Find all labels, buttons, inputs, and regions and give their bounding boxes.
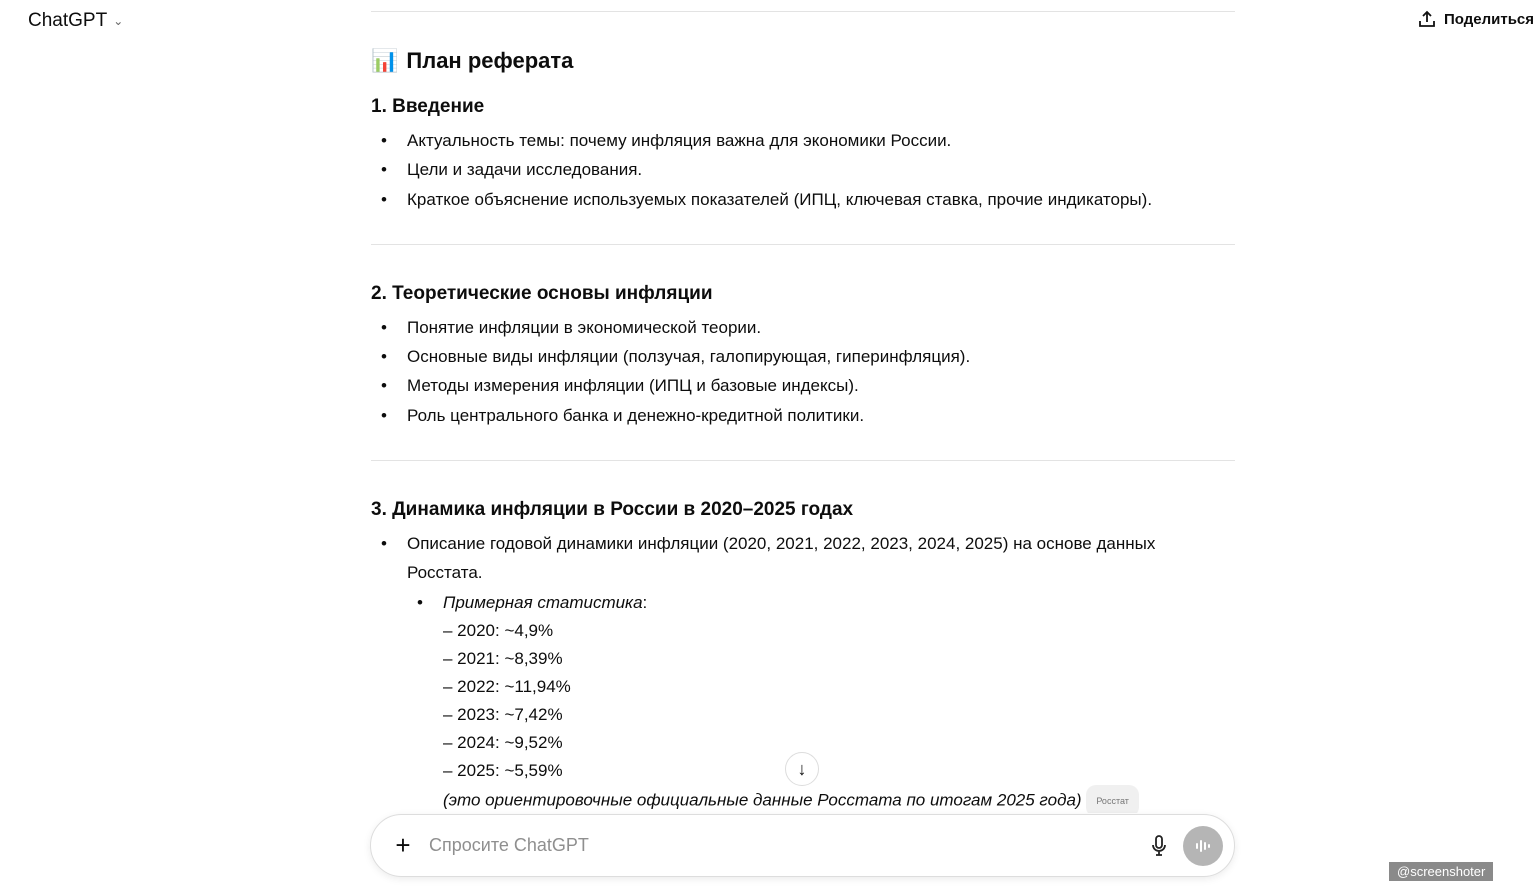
voice-mode-button[interactable] — [1183, 826, 1223, 866]
stat-label: Примерная статистика — [443, 592, 643, 612]
share-label: Поделиться — [1444, 10, 1534, 28]
add-attachment-button[interactable]: + — [395, 830, 411, 860]
list-item: • Описание годовой динамики инфляции (2020, 2021, 2022, 2023, 2024, 2025) на основе данных Росстата. — [371, 529, 1235, 588]
section-heading: 3. Динамика инфляции в России в 2020–2025 годах — [371, 499, 854, 521]
stat-line: – 2025: ~5,59% — [443, 760, 563, 780]
share-button[interactable] — [1418, 10, 1534, 28]
list-item: • Актуальность темы: почему инфляция важна для экономики России. — [371, 126, 1235, 155]
list-item: • Понятие инфляции в экономической теории. — [371, 313, 1235, 342]
divider — [371, 244, 1235, 245]
waveform-icon — [1194, 838, 1212, 854]
list-item: • Примерная статистика: — [371, 588, 1235, 617]
divider — [371, 11, 1235, 12]
share-icon — [1418, 10, 1436, 28]
chevron-down-icon: ⌄ — [113, 14, 124, 28]
section-heading: 1. Введение — [371, 96, 485, 117]
chat-message — [371, 0, 1235, 813]
list-item: • Краткое объяснение используемых показателей (ИПЦ, ключевая ставка, прочие индикаторы). — [371, 185, 1235, 214]
bar-chart-emoji-icon: 📊 — [371, 48, 399, 73]
list-item: • Методы измерения инфляции (ИПЦ и базовые индексы). — [371, 371, 1235, 400]
section-heading: 2. Теоретические основы инфляции — [371, 282, 713, 304]
source-chip[interactable]: Росстат — [1086, 785, 1139, 817]
microphone-icon[interactable] — [1151, 835, 1167, 857]
scroll-down-button[interactable] — [785, 752, 819, 786]
stat-line: – 2023: ~7,42% — [443, 704, 563, 724]
watermark: @screenshoter — [1389, 862, 1493, 881]
list-item: • Цели и задачи исследования. — [371, 155, 1235, 184]
list-item: • Основные виды инфляции (ползучая, галопирующая, гиперинфляция). — [371, 342, 1235, 371]
composer — [370, 814, 1235, 877]
stat-line: – 2020: ~4,9% — [443, 620, 554, 640]
model-name: ChatGPT — [28, 10, 108, 31]
stat-line: – 2022: ~11,94% — [443, 676, 571, 696]
arrow-down-icon: ↓ — [797, 758, 807, 779]
list-item: • Роль центрального банка и денежно-кредитной политики. — [371, 401, 1235, 430]
stat-note: (это ориентировочные официальные данные Росстата по итогам 2025 года) — [443, 790, 1082, 810]
model-selector[interactable] — [28, 10, 123, 32]
message-input[interactable] — [429, 835, 1151, 856]
stat-line: – 2024: ~9,52% — [443, 732, 563, 752]
plan-title: План реферата — [406, 48, 574, 73]
stat-line: – 2021: ~8,39% — [443, 648, 563, 668]
divider — [371, 460, 1235, 461]
